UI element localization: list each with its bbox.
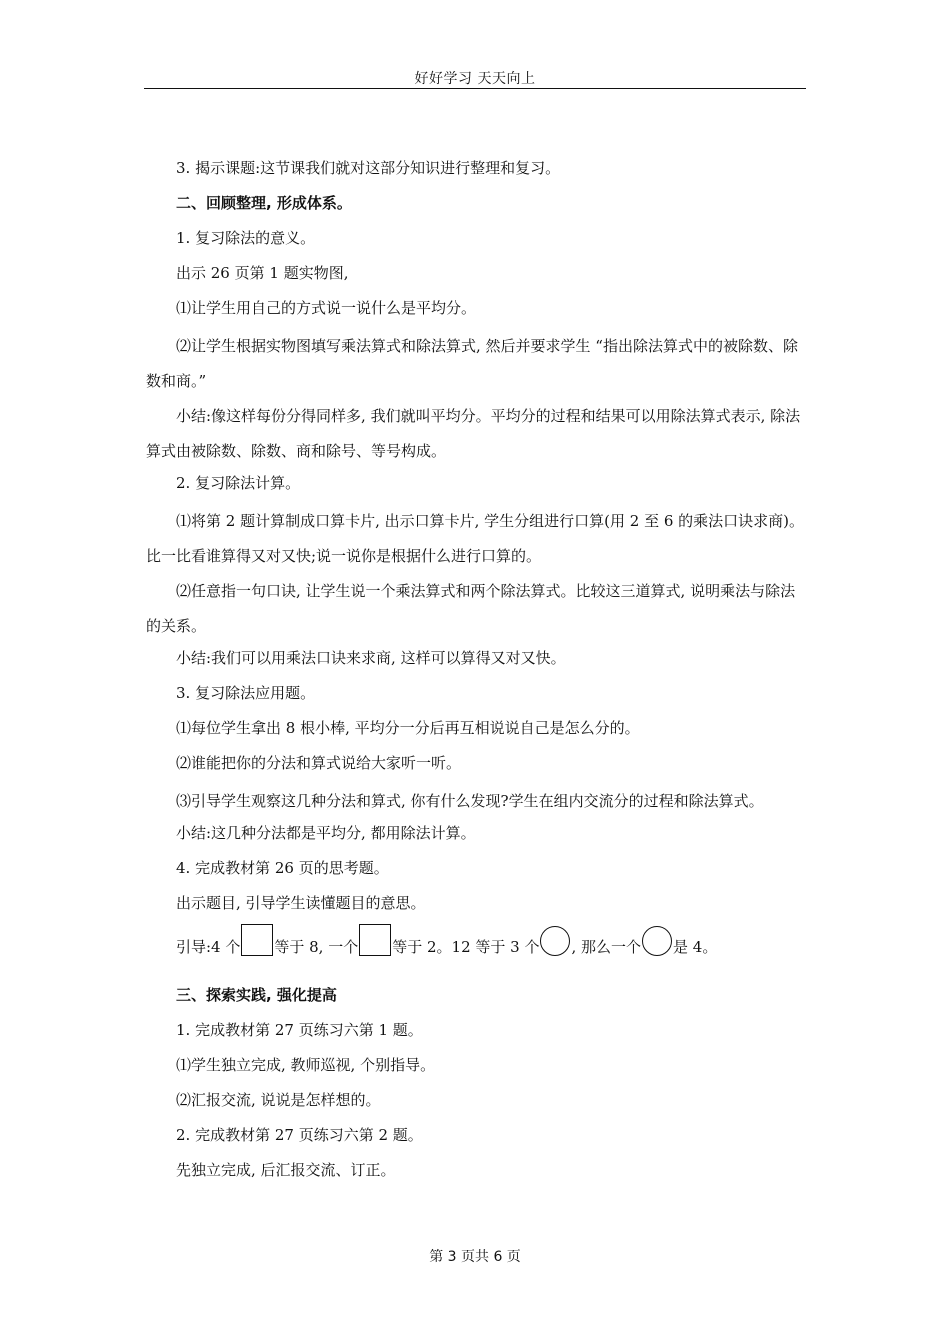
paragraph: 出示 26 页第 1 题实物图,	[176, 264, 349, 282]
paragraph: 1. 完成教材第 27 页练习六第 1 题。	[176, 1021, 423, 1039]
paragraph: ⑶引导学生观察这几种分法和算式, 你有什么发现?学生在组内交流分的过程和除法算式。	[176, 792, 764, 810]
paragraph: 2. 完成教材第 27 页练习六第 2 题。	[176, 1126, 423, 1144]
paragraph: 2. 复习除法计算。	[176, 474, 301, 492]
paragraph: ⑵让学生根据实物图填写乘法算式和除法算式, 然后并要求学生 “指出除法算式中的被除数、除数和商。”	[146, 337, 798, 390]
paragraph: ⑴每位学生拿出 8 根小棒, 平均分一分后再互相说说自己是怎么分的。	[176, 719, 640, 737]
guide-text: 引导:4 个	[176, 938, 241, 956]
paragraph: ⑵谁能把你的分法和算式说给大家听一听。	[176, 754, 462, 772]
document-body	[146, 154, 808, 1191]
paragraph: 小结:我们可以用乘法口诀来求商, 这样可以算得又对又快。	[176, 649, 566, 667]
paragraph: 1. 复习除法的意义。	[176, 229, 316, 247]
guide-text: 等于 2。12 等于 3 个	[392, 938, 540, 956]
paragraph: ⑴将第 2 题计算制成口算卡片, 出示口算卡片, 学生分组进行口算(用 2 至 6 的乘法口诀求商)。比一比看谁算得又对又快;说一说你是根据什么进行口算的。	[146, 512, 805, 565]
paragraph: 4. 完成教材第 26 页的思考题。	[176, 859, 389, 877]
blank-square-icon	[359, 924, 391, 956]
blank-circle-icon	[642, 926, 672, 956]
paragraph: ⑵任意指一句口诀, 让学生说一个乘法算式和两个除法算式。比较这三道算式, 说明乘法与除法的关系。	[146, 582, 796, 635]
paragraph: 出示题目, 引导学生读懂题目的意思。	[176, 894, 426, 912]
paragraph: 小结:这几种分法都是平均分, 都用除法计算。	[176, 824, 476, 842]
guide-puzzle-line	[146, 924, 808, 967]
paragraph: 3. 揭示课题:这节课我们就对这部分知识进行整理和复习。	[176, 159, 561, 177]
paragraph: 小结:像这样每份分得同样多, 我们就叫平均分。平均分的过程和结果可以用除法算式表示, 除法算式由被除数、除数、商和除号、等号构成。	[146, 407, 801, 460]
paragraph: 3. 复习除法应用题。	[176, 684, 316, 702]
paragraph: ⑴学生独立完成, 教师巡视, 个别指导。	[176, 1056, 436, 1074]
guide-text: , 那么一个	[571, 938, 642, 956]
paragraph: ⑵汇报交流, 说说是怎样想的。	[176, 1091, 381, 1109]
paragraph: 先独立完成, 后汇报交流、订正。	[176, 1161, 396, 1179]
page-header: 好好学习 天天向上	[414, 71, 536, 87]
paragraph: ⑴让学生用自己的方式说一说什么是平均分。	[176, 299, 477, 317]
guide-text: 等于 8, 一个	[274, 938, 359, 956]
page-number: 第 3 页共 6 页	[429, 1249, 521, 1265]
section-heading: 二、回顾整理, 形成体系。	[176, 194, 352, 212]
blank-circle-icon	[540, 926, 570, 956]
header-divider	[144, 88, 806, 89]
guide-text: 是 4。	[673, 938, 718, 956]
blank-square-icon	[241, 924, 273, 956]
section-heading: 三、探索实践, 强化提高	[176, 986, 337, 1004]
